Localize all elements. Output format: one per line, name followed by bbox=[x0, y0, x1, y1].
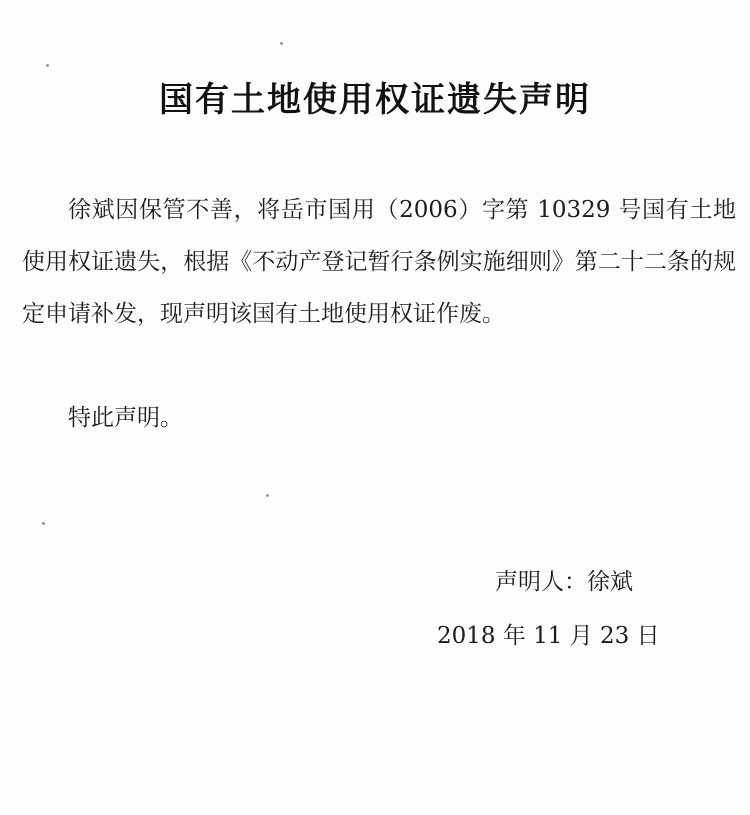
declaration-paragraph: 徐斌因保管不善，将岳市国用（2006）字第 10329 号国有土地使用权证遗失，根据《不动产登记暂行条例实施细则》第二十二条的规定申请补发，现声明该国有土地使用权证作废。 bbox=[22, 197, 736, 327]
declaration-date: 2018 年 11 月 23 日 bbox=[437, 623, 660, 649]
declaration-body bbox=[22, 184, 736, 340]
scan-speck bbox=[46, 64, 49, 67]
declarant-signature: 声明人：徐斌 bbox=[495, 569, 633, 595]
document-title: 国有土地使用权证遗失声明 bbox=[159, 80, 591, 120]
closing-line: 特此声明。 bbox=[68, 405, 183, 431]
scan-speck bbox=[42, 522, 45, 525]
scan-speck bbox=[280, 42, 283, 45]
scan-speck bbox=[266, 494, 269, 497]
